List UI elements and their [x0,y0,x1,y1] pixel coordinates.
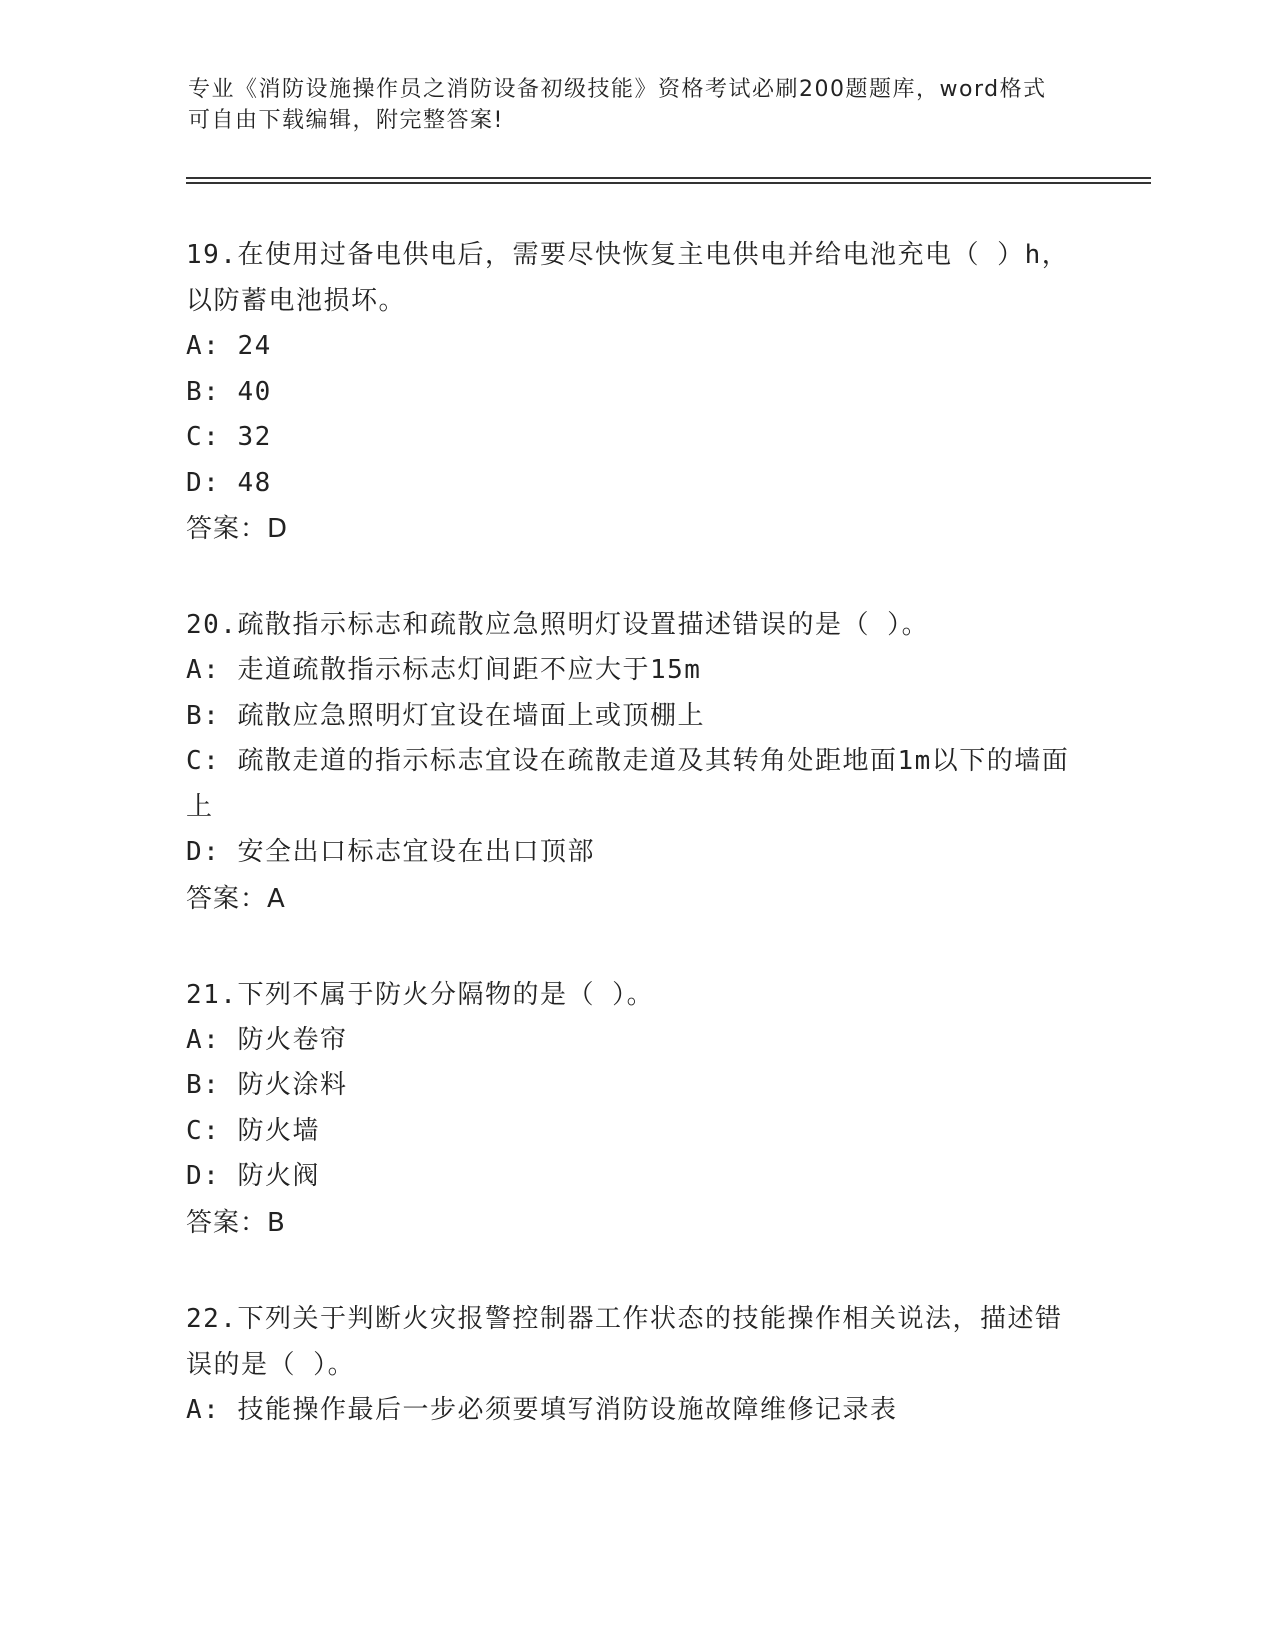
option-c: C: 防火墙 [186,1115,320,1146]
question-stem: 22.下列关于判断火灾报警控制器工作状态的技能操作相关说法，描述错误的是（ ）。 [186,1303,1063,1380]
option-a: A: 24 [186,331,272,361]
answer-label: 答案： [186,1207,268,1238]
option-d: D: 安全出口标志宜设在出口顶部 [186,837,595,867]
option-b: B: 40 [186,376,272,407]
question-21 [186,972,1076,1246]
option-a: A: 技能操作最后一步必须要填写消防设施故障维修记录表 [186,1394,898,1425]
question-stem: 21.下列不属于防火分隔物的是（ ）。 [186,979,655,1010]
question-22 [186,1296,1076,1434]
header-divider-top [186,177,1151,179]
question-list [186,232,1076,1483]
option-b: B: 防火涂料 [186,1070,348,1100]
question-stem: 20.疏散指示标志和疏散应急照明灯设置描述错误的是（ ）。 [186,610,930,640]
answer-label: 答案： [186,514,268,544]
header-divider-bottom [186,182,1151,184]
option-d: D: 48 [186,467,272,498]
option-c: C: 32 [186,422,272,452]
option-a: A: 走道疏散指示标志灯间距不应大于15m [186,655,702,685]
option-d: D: 防火阀 [186,1161,320,1191]
answer-line [186,506,1076,552]
answer-value: A [267,883,286,914]
option-c: C: 疏散走道的指示标志宜设在疏散走道及其转角处距地面1m以下的墙面上 [186,746,1070,822]
answer-value: B [267,1207,286,1238]
option-a: A: 防火卷帘 [186,1024,348,1055]
question-20 [186,602,1076,922]
document-header: 专业《消防设施操作员之消防设备初级技能》资格考试必刷200题题库，word格式可自由下载编辑，附完整答案! [188,77,1047,133]
answer-line [186,876,1076,922]
answer-value: D [267,514,289,544]
question-stem: 19.在使用过备电供电后，需要尽快恢复主电供电并给电池充电（ ）h，以防蓄电池损坏。 [186,240,1070,316]
answer-line [186,1200,1076,1246]
answer-label: 答案： [186,883,268,914]
question-19 [186,232,1076,552]
option-b: B: 疏散应急照明灯宜设在墙面上或顶棚上 [186,700,705,731]
